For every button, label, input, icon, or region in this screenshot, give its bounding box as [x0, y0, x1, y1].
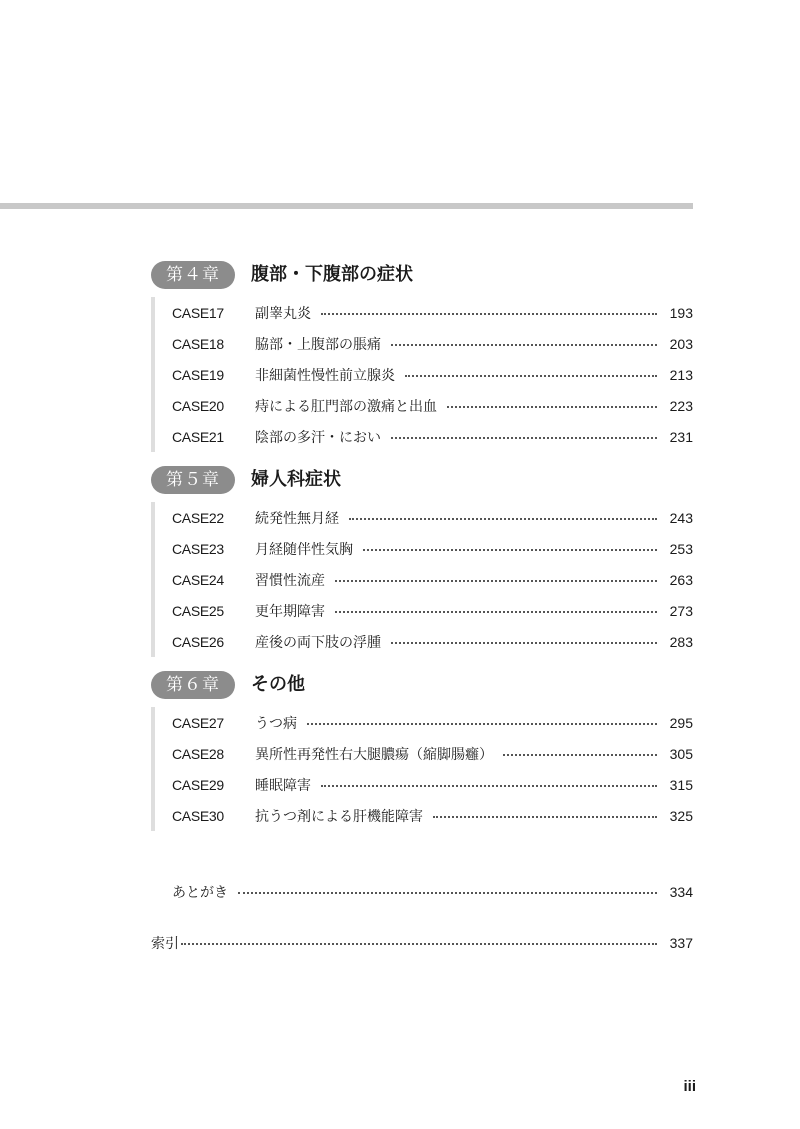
afterword-entry[interactable] [151, 876, 693, 907]
case-number: CASE25 [172, 602, 224, 619]
case-number: CASE22 [172, 509, 224, 526]
case-list [151, 502, 693, 657]
chapter-badge: 第４章 [151, 261, 235, 289]
entry-title: 異所性再発性右大腿膿瘍（縮脚腸癰） [255, 746, 493, 763]
chapter-badge: 第５章 [151, 466, 235, 494]
page-number: 203 [669, 335, 693, 352]
page-number: 231 [669, 428, 693, 445]
entry-title: 産後の両下肢の浮腫 [255, 634, 381, 651]
page-number: 315 [669, 776, 693, 793]
case-number: CASE23 [172, 540, 224, 557]
dot-leader [321, 785, 657, 787]
case-number: CASE18 [172, 335, 224, 352]
dot-leader [349, 518, 657, 520]
toc-entry[interactable] [155, 533, 693, 564]
chapter-4 [151, 261, 693, 452]
toc-entry[interactable] [155, 626, 693, 657]
entry-title: 陰部の多汗・におい [255, 429, 381, 446]
entry-title: 脇部・上腹部の脹痛 [255, 336, 381, 353]
toc-entry[interactable] [155, 595, 693, 626]
entry-title: うつ病 [255, 715, 297, 732]
chapter-title: 腹部・下腹部の症状 [251, 264, 413, 285]
case-number: CASE24 [172, 571, 224, 588]
chapter-6 [151, 671, 693, 831]
toc-entry[interactable] [155, 502, 693, 533]
page-number: 193 [669, 304, 693, 321]
chapter-badge: 第６章 [151, 671, 235, 699]
page-number: 253 [669, 540, 693, 557]
case-list [151, 297, 693, 452]
page-folio: iii [683, 1078, 696, 1095]
dot-leader [335, 611, 657, 613]
case-number: CASE20 [172, 397, 224, 414]
index-entry[interactable] [151, 927, 693, 958]
chapter-heading [151, 466, 693, 494]
case-number: CASE29 [172, 776, 224, 793]
toc-entry[interactable] [155, 769, 693, 800]
chapter-title: 婦人科症状 [251, 469, 341, 490]
entry-title: 続発性無月経 [255, 510, 339, 527]
entry-title: 副睾丸炎 [255, 305, 311, 322]
dot-leader [321, 313, 657, 315]
toc-entry[interactable] [155, 800, 693, 831]
header-rule [0, 203, 693, 209]
toc-entry[interactable] [155, 359, 693, 390]
dot-leader [307, 723, 657, 725]
chapter-5 [151, 466, 693, 657]
page-number: 273 [669, 602, 693, 619]
case-number: CASE21 [172, 428, 224, 445]
case-number: CASE26 [172, 633, 224, 650]
dot-leader [503, 754, 657, 756]
toc-entry[interactable] [155, 738, 693, 769]
toc-entry[interactable] [155, 390, 693, 421]
page-number: 305 [669, 745, 693, 762]
chapter-heading [151, 261, 693, 289]
dot-leader [433, 816, 657, 818]
page-number: 334 [669, 883, 693, 900]
entry-title: 更年期障害 [255, 603, 325, 620]
entry-title: 月経随伴性気胸 [255, 541, 353, 558]
dot-leader [391, 437, 657, 439]
case-number: CASE19 [172, 366, 224, 383]
case-list [151, 707, 693, 831]
dot-leader [391, 344, 657, 346]
index-title: 索引 [151, 935, 179, 952]
case-number: CASE27 [172, 714, 224, 731]
case-number: CASE17 [172, 304, 224, 321]
dot-leader [363, 549, 657, 551]
dot-leader [238, 892, 657, 894]
toc-entry[interactable] [155, 297, 693, 328]
afterword-title: あとがき [172, 884, 228, 901]
page-number: 283 [669, 633, 693, 650]
dot-leader [181, 943, 657, 945]
entry-title: 睡眠障害 [255, 777, 311, 794]
toc-entry[interactable] [155, 564, 693, 595]
dot-leader [391, 642, 657, 644]
toc-entry[interactable] [155, 707, 693, 738]
page-number: 223 [669, 397, 693, 414]
dot-leader [447, 406, 657, 408]
dot-leader [335, 580, 657, 582]
dot-leader [405, 375, 657, 377]
page-number: 337 [669, 934, 693, 951]
case-number: CASE30 [172, 807, 224, 824]
chapter-heading [151, 671, 693, 699]
page-number: 213 [669, 366, 693, 383]
entry-title: 痔による肛門部の激痛と出血 [255, 398, 437, 415]
page-number: 325 [669, 807, 693, 824]
page-number: 263 [669, 571, 693, 588]
page-number: 295 [669, 714, 693, 731]
entry-title: 非細菌性慢性前立腺炎 [255, 367, 395, 384]
toc-entry[interactable] [155, 328, 693, 359]
entry-title: 習慣性流産 [255, 572, 325, 589]
case-number: CASE28 [172, 745, 224, 762]
page-number: 243 [669, 509, 693, 526]
chapter-title: その他 [251, 674, 305, 695]
toc-entry[interactable] [155, 421, 693, 452]
entry-title: 抗うつ剤による肝機能障害 [255, 808, 423, 825]
